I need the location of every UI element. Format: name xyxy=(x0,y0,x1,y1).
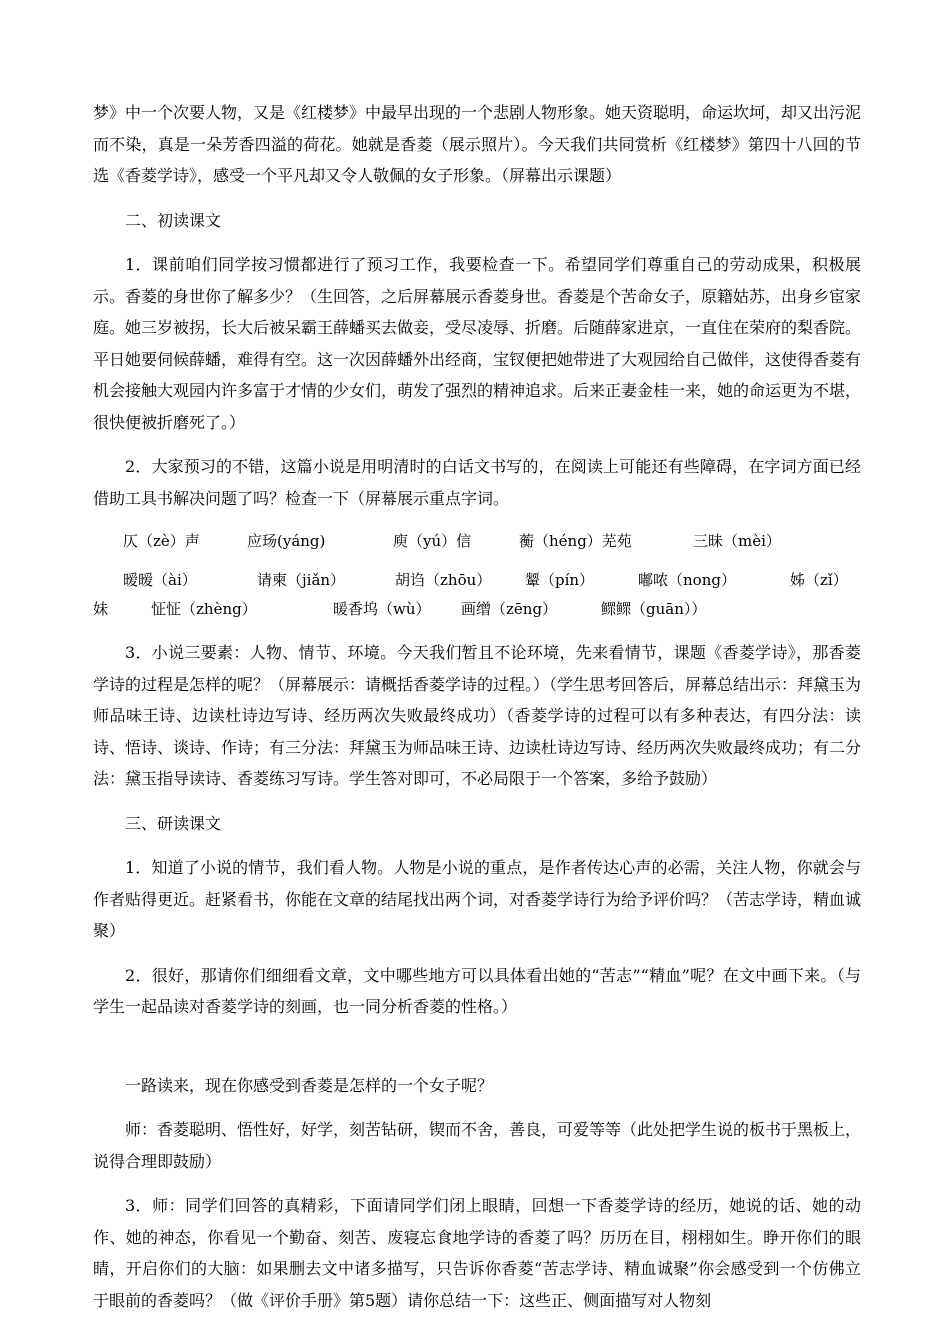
vocab-item: 妹 xyxy=(93,600,109,618)
paragraph-3-3: 3．师：同学们回答的真精彩，下面请同学们闭上眼睛，回想一下香菱学诗的经历，她说的话、她的动作、她的神态，你看见一个勤奋、刻苦、废寝忘食地学诗的香菱了吗？历历在目，栩栩如生。睁开你们的眼睛，开启你们的大脑：如果删去文中诸多描写，只告诉你香菱“苦志学诗、精血诚聚”你会感受到一个仿佛立于眼前的香菱吗？（做《评价手册》第5题）请你总结一下：这些正、侧面描写对人物刻 xyxy=(93,1196,861,1310)
vocab-item: 胡诌（zhōu） xyxy=(395,571,492,589)
vocab-item: 庾（yú）信 xyxy=(393,532,472,550)
vocab-item: 暖香坞（wù） xyxy=(333,600,431,618)
vocab-item: 画缯（zēng） xyxy=(461,600,558,618)
vocab-row-1 xyxy=(93,527,861,556)
vocab-list xyxy=(93,527,861,624)
paragraph-2-2: 2．大家预习的不错，这篇小说是用明清时的白话文书写的，在阅读上可能还有些障碍，在字词方面已经借助工具书解决问题了吗？检查一下（屏幕展示重点字词。 xyxy=(93,457,861,508)
section-heading-3: 三、研读课文 xyxy=(125,813,222,833)
vocab-row-2 xyxy=(93,566,861,595)
paragraph-teacher: 师：香菱聪明、悟性好，好学，刻苦钻研，锲而不舍，善良，可爱等等（此处把学生说的板书于黑板上，说得合理即鼓励） xyxy=(93,1120,862,1171)
vocab-item: 仄（zè）声 xyxy=(123,532,200,550)
intro-paragraph: 梦》中一个次要人物，又是《红楼梦》中最早出现的一个悲剧人物形象。她天资聪明，命运坎坷，却又出污泥而不染，真是一朵芳香四溢的荷花。她就是香菱（展示照片）。今天我们共同赏析《红楼梦》第四十八回的节选《香菱学诗》，感受一个平凡却又令人敬佩的女子形象。（屏幕出示课题） xyxy=(93,103,862,185)
vocab-item: 怔怔（zhèng） xyxy=(151,600,257,618)
vocab-item: 暧暧（ài） xyxy=(123,571,197,589)
vocab-item: 三昧（mèi） xyxy=(693,532,781,550)
vocab-item: 嘟哝（nong） xyxy=(638,571,736,589)
paragraph-2-3: 3．小说三要素：人物、情节、环境。今天我们暂且不论环境，先来看情节，课题《香菱学诗》，那香菱学诗的过程是怎样的呢？（屏幕展示：请概括香菱学诗的过程。）（学生思考回答后，屏幕总结出示：拜黛玉为师品味王诗、边读杜诗边写诗、经历两次失败最终成功）（香菱学诗的过程可以有多种表达，有四分法：读诗、悟诗、谈诗、作诗；有三分法：拜黛玉为师品味王诗、边读杜诗边写诗、经历两次失败最终成功；有二分法：黛玉指导读诗、香菱练习写诗。学生答对即可，不必局限于一个答案，多给予鼓励） xyxy=(93,643,862,788)
section-heading-2: 二、初读课文 xyxy=(125,210,222,230)
vocab-item: 鳏鳏（guān）） xyxy=(601,600,707,618)
paragraph-3-2: 2．很好，那请你们细细看文章，文中哪些地方可以具体看出她的“苦志”“精血”呢？在文中画下来。（与学生一起品读对香菱学诗的刻画，也一同分析香菱的性格。） xyxy=(93,965,861,1016)
vocab-item: 蘅（héng）芜苑 xyxy=(519,532,632,550)
vocab-row-3 xyxy=(93,595,861,624)
document-page xyxy=(93,97,861,1316)
paragraph-3-1: 1．知道了小说的情节，我们看人物。人物是小说的重点，是作者传达心声的必需，关注人物，你就会与作者贴得更近。赶紧看书，你能在文章的结尾找出两个词，对香菱学诗行为给予评价吗？（苦志学诗，精血诚聚） xyxy=(93,858,862,940)
vocab-item: 应玚(yáng) xyxy=(247,532,326,550)
paragraph-question: 一路读来，现在你感受到香菱是怎样的一个女子呢？ xyxy=(125,1075,494,1095)
paragraph-2-1: 1．课前咱们同学按习惯都进行了预习工作，我要检查一下。希望同学们尊重自己的劳动成果，积极展示。香菱的身世你了解多少？（生回答，之后屏幕展示香菱身世。香菱是个苦命女子，原籍姑苏，出身乡宦家庭。她三岁被拐，长大后被呆霸王薛蟠买去做妾，受尽凌辱、折磨。后随薛家进京，一直住在荣府的梨香院。平日她要伺候薛蟠，难得有空。这一次因薛蟠外出经商，宝钗便把她带进了大观园给自己做伴，这使得香菱有机会接触大观园内许多富于才情的少女们，萌发了强烈的精神追求。后来正妻金桂一来，她的命运更为不堪，很快便被折磨死了。） xyxy=(93,255,862,432)
vocab-item: 请柬（jiǎn） xyxy=(257,571,346,589)
vocab-item: 颦（pín） xyxy=(525,571,595,589)
vocab-item: 姊（zǐ） xyxy=(790,571,848,589)
